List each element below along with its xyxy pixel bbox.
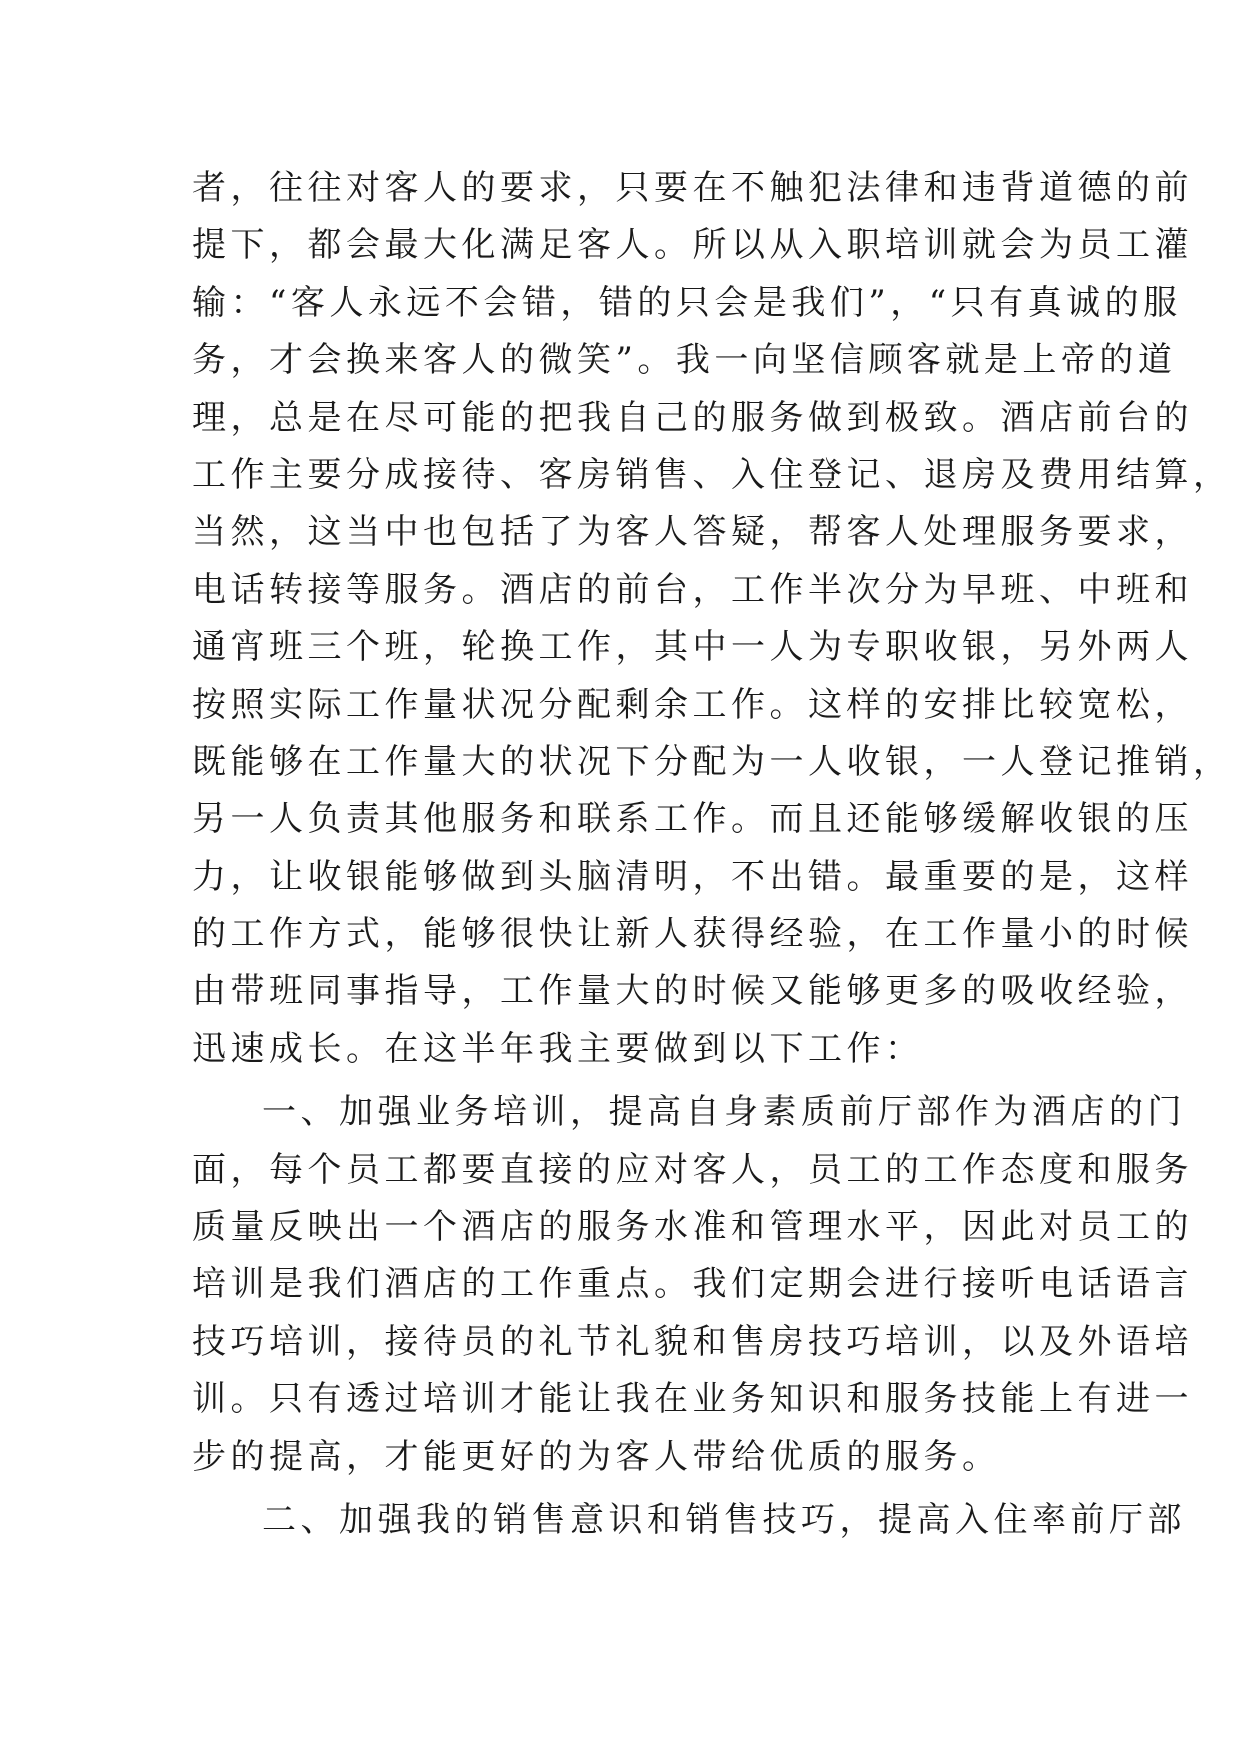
text-line: 由带班同事指导，工作量大的时候又能够更多的吸收经验， — [192, 971, 1193, 1012]
text-line: 务，才会换来客人的微笑”。我一向坚信顾客就是上帝的道 — [192, 340, 1177, 381]
text-line: 既能够在工作量大的状况下分配为一人收银，一人登记推销， — [192, 741, 1232, 782]
text-line: 提下，都会最大化满足客人。所以从入职培训就会为员工灌 — [192, 225, 1193, 266]
text-line: 迅速成长。在这半年我主要做到以下工作： — [192, 1028, 924, 1069]
text-line: 的工作方式，能够很快让新人获得经验，在工作量小的时候 — [192, 914, 1193, 955]
paragraph-continuation — [192, 160, 1232, 1078]
text-line: 另一人负责其他服务和联系工作。而且还能够缓解收银的压 — [192, 799, 1193, 840]
text-line: 质量反映出一个酒店的服务水准和管理水平，因此对员工的 — [192, 1207, 1193, 1248]
document-body — [192, 160, 1232, 1549]
text-line: 技巧培训，接待员的礼节礼貌和售房技巧培训，以及外语培 — [192, 1321, 1193, 1362]
text-line: 一、加强业务培训，提高自身素质前厅部作为酒店的门 — [262, 1092, 1186, 1133]
text-line: 力，让收银能够做到头脑清明，不出错。最重要的是，这样 — [192, 856, 1193, 897]
paragraph-sales-skills — [192, 1492, 1186, 1549]
text-line: 电话转接等服务。酒店的前台，工作半次分为早班、中班和 — [192, 569, 1193, 610]
text-line: 当然，这当中也包括了为客人答疑，帮客人处理服务要求， — [192, 512, 1193, 553]
text-line: 者，往往对客人的要求，只要在不触犯法律和违背道德的前 — [192, 168, 1193, 208]
text-line: 步的提高，才能更好的为客人带给优质的服务。 — [192, 1436, 1001, 1477]
text-line: 工作主要分成接待、客房销售、入住登记、退房及费用结算， — [192, 454, 1232, 495]
text-line: 训。只有透过培训才能让我在业务知识和服务技能上有进一 — [192, 1379, 1193, 1420]
text-line: 通宵班三个班，轮换工作，其中一人为专职收银，另外两人 — [192, 627, 1193, 668]
text-line: 面，每个员工都要直接的应对客人，员工的工作态度和服务 — [192, 1149, 1193, 1190]
text-line: 按照实际工作量状况分配剩余工作。这样的安排比较宽松， — [192, 684, 1193, 725]
text-line: 二、加强我的销售意识和销售技巧，提高入住率前厅部 — [262, 1499, 1186, 1540]
paragraph-business-training — [192, 1084, 1193, 1486]
text-line: 理，总是在尽可能的把我自己的服务做到极致。酒店前台的 — [192, 397, 1193, 438]
text-line: 培训是我们酒店的工作重点。我们定期会进行接听电话语言 — [192, 1264, 1193, 1305]
text-line: 输：“客人永远不会错，错的只会是我们”，“只有真诚的服 — [192, 282, 1182, 323]
